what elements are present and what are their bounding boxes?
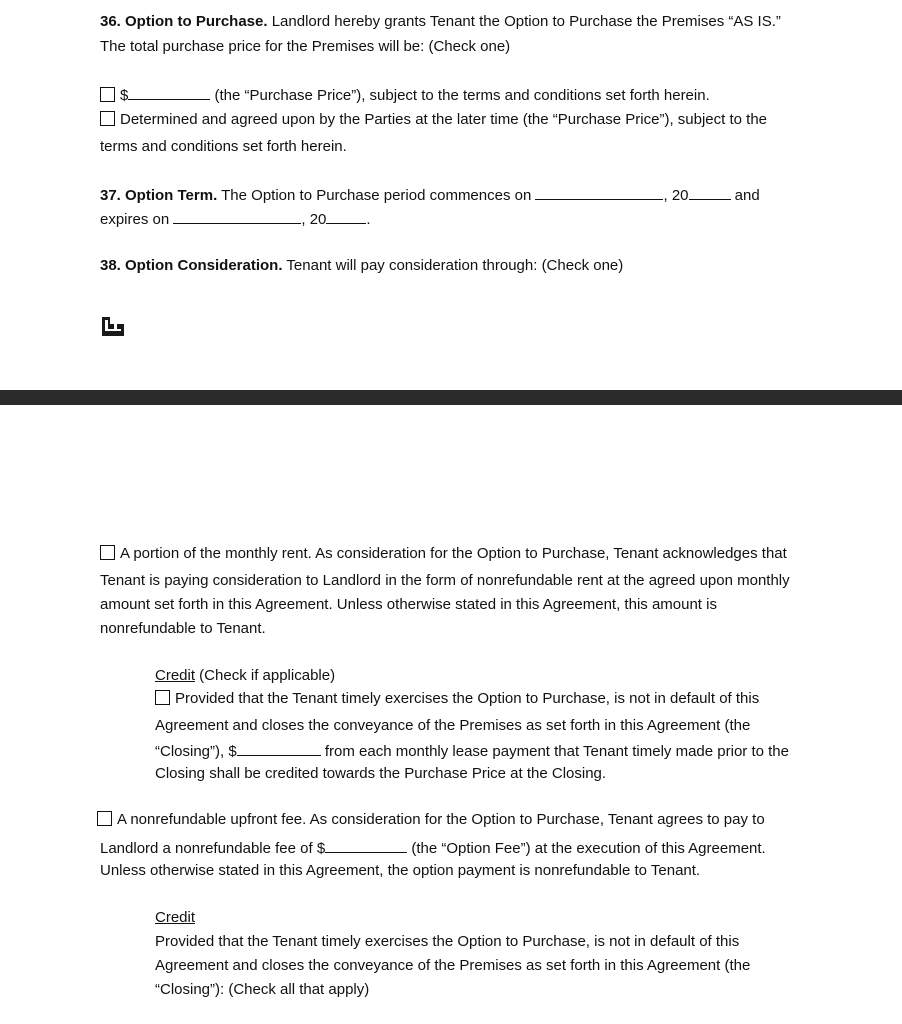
checkbox-credit-applicable[interactable]: [155, 690, 170, 705]
section-38-line1: 38. Option Consideration. Tenant will pay consideration through: (Check one): [100, 257, 624, 274]
credit-2-line3: “Closing”): (Check all that apply): [155, 981, 370, 998]
section-37-line1: 37. Option Term. The Option to Purchase period commences on , 20 and: [100, 187, 760, 204]
fee-option-line2: Landlord a nonrefundable fee of $ (the “Option Fee”) at the execution of this Agreement.: [100, 840, 766, 857]
credit-1-line1: Provided that the Tenant timely exercises the Option to Purchase, is not in default of this: [155, 690, 759, 708]
credit-amount-blank[interactable]: [237, 741, 321, 756]
commence-year-blank[interactable]: [689, 185, 731, 200]
credit-1-line3: “Closing”), $ from each monthly lease payment that Tenant timely made prior to the: [155, 743, 789, 760]
checkbox-determined-price[interactable]: [100, 111, 115, 126]
credit-2-line2: Agreement and closes the conveyance of the Premises as set forth in this Agreement (the: [155, 957, 751, 974]
purchase-price-blank[interactable]: [128, 85, 210, 100]
fee-option-line3: Unless otherwise stated in this Agreement, the option payment is nonrefundable to Tenant.: [100, 862, 701, 879]
rent-option-line4: nonrefundable to Tenant.: [100, 620, 266, 637]
purchase-price-option-fixed: $ (the “Purchase Price”), subject to the terms and conditions set forth herein.: [100, 85, 710, 105]
credit-2-line1: Provided that the Tenant timely exercises the Option to Purchase, is not in default of this: [155, 933, 740, 950]
checkbox-monthly-rent[interactable]: [100, 545, 115, 560]
commence-date-blank[interactable]: [535, 185, 663, 200]
purchase-price-option-determined-cont: terms and conditions set forth herein.: [100, 138, 347, 155]
section-37-heading: 37. Option Term.: [100, 187, 218, 204]
credit-2-heading: [155, 909, 195, 927]
section-36-line2: The total purchase price for the Premises will be: (Check one): [100, 38, 511, 55]
expire-year-blank[interactable]: [326, 209, 366, 224]
credit-1-heading: Credit (Check if applicable): [155, 667, 336, 684]
rent-option-line3: amount set forth in this Agreement. Unless otherwise stated in this Agreement, this amount is: [100, 596, 717, 613]
credit-2-label: Credit: [155, 909, 196, 926]
credit-1-line2: Agreement and closes the conveyance of the Premises as set forth in this Agreement (the: [155, 717, 751, 734]
rent-option-line2: Tenant is paying consideration to Landlord in the form of nonrefundable rent at the agreed upon monthly: [100, 572, 790, 589]
checkbox-fixed-price[interactable]: [100, 87, 115, 102]
section-36-line1: 36. Option to Purchase. Landlord hereby grants Tenant the Option to Purchase the Premises “AS IS.”: [100, 13, 781, 30]
expire-date-blank[interactable]: [173, 209, 301, 224]
section-36-heading: 36. Option to Purchase.: [100, 13, 268, 30]
checkbox-upfront-fee[interactable]: [97, 811, 112, 826]
section-38-heading: 38. Option Consideration.: [100, 257, 283, 274]
section-37-line2: expires on , 20 .: [100, 211, 371, 228]
option-fee-blank[interactable]: [325, 838, 407, 853]
purchase-price-option-determined: Determined and agreed upon by the Parties at the later time (the “Purchase Price”), subject to the: [100, 111, 767, 129]
credit-1-label: Credit: [155, 667, 196, 684]
rent-option-line1: A portion of the monthly rent. As consideration for the Option to Purchase, Tenant acknowledges that: [100, 545, 787, 563]
credit-1-line4: Closing shall be credited towards the Purchase Price at the Closing.: [155, 765, 607, 782]
page-break-divider: [0, 390, 902, 405]
document-logo-icon: [102, 317, 124, 336]
fee-option-line1: A nonrefundable upfront fee. As consideration for the Option to Purchase, Tenant agrees to pay to: [97, 811, 765, 829]
